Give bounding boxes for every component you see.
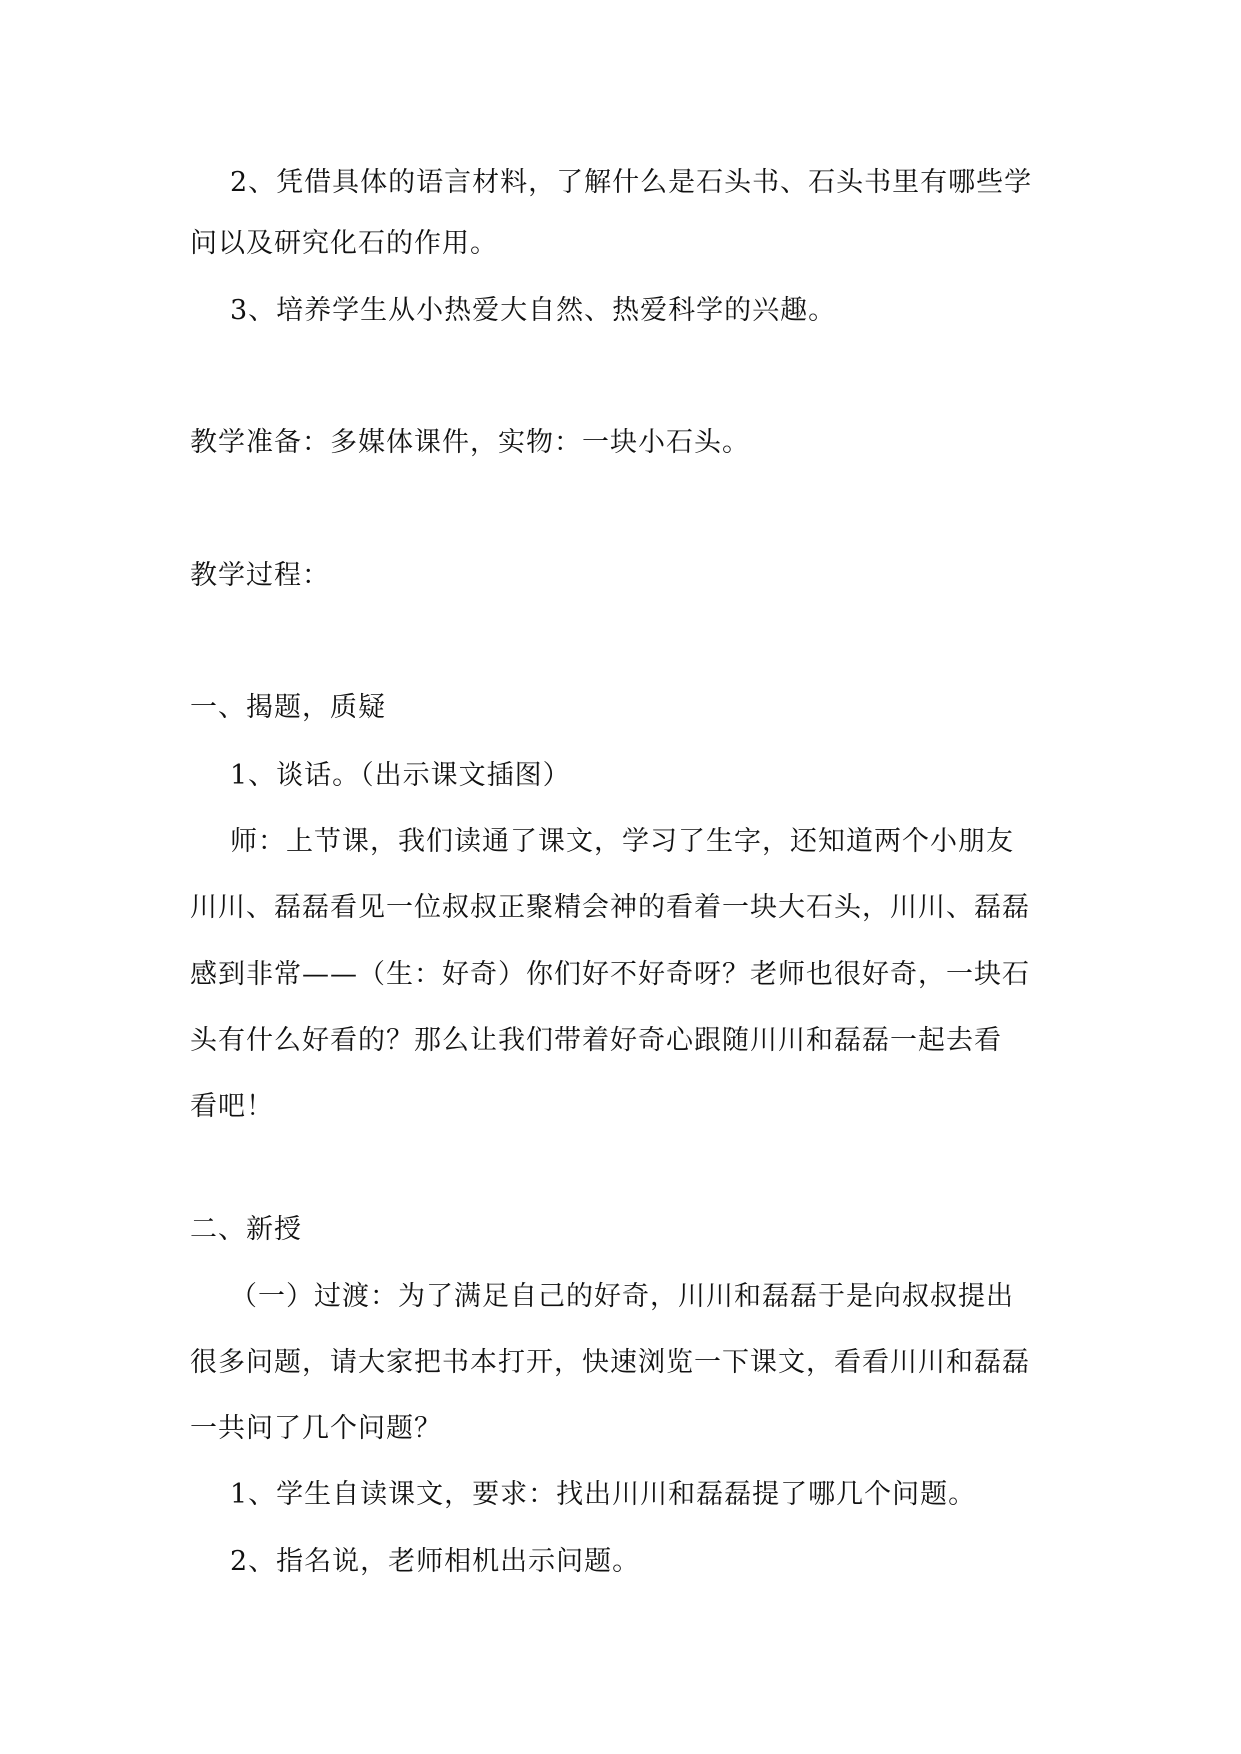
teacher-paragraph-line-3: 感到非常——（生：好奇）你们好不好奇呀？老师也很好奇，一块石 [190,959,1030,990]
teacher-paragraph-line-5: 看吧！ [190,1091,274,1122]
teacher-paragraph-line-4: 头有什么好看的？那么让我们带着好奇心跟随川川和磊磊一起去看 [190,1025,1002,1056]
objective-3: 3、培养学生从小热爱大自然、热爱科学的兴趣。 [230,295,837,326]
objective-2-line-1: 2、凭借具体的语言材料，了解什么是石头书、石头书里有哪些学 [230,167,1033,198]
step-2-name-call: 2、指名说，老师相机出示问题。 [230,1546,641,1577]
transition-paragraph-line-3: 一共问了几个问题？ [190,1413,442,1444]
teacher-paragraph-line-1: 师：上节课，我们读通了课文，学习了生字，还知道两个小朋友 [230,826,1014,857]
teacher-paragraph-line-2: 川川、磊磊看见一位叔叔正聚精会神的看着一块大石头，川川、磊磊 [190,892,1030,923]
step-1-talk: 1、谈话。（出示课文插图） [230,760,571,791]
teaching-preparation: 教学准备：多媒体课件，实物：一块小石头。 [190,427,750,458]
objective-2-line-2: 问以及研究化石的作用。 [190,228,498,259]
section-2-heading: 二、新授 [190,1214,302,1245]
transition-paragraph-line-1: （一）过渡：为了满足自己的好奇，川川和磊磊于是向叔叔提出 [230,1281,1014,1312]
teaching-process-heading: 教学过程： [190,560,330,591]
section-1-heading: 一、揭题，质疑 [190,692,386,723]
step-1-self-reading: 1、学生自读课文，要求：找出川川和磊磊提了哪几个问题。 [230,1479,977,1510]
transition-paragraph-line-2: 很多问题，请大家把书本打开，快速浏览一下课文，看看川川和磊磊 [190,1347,1030,1378]
